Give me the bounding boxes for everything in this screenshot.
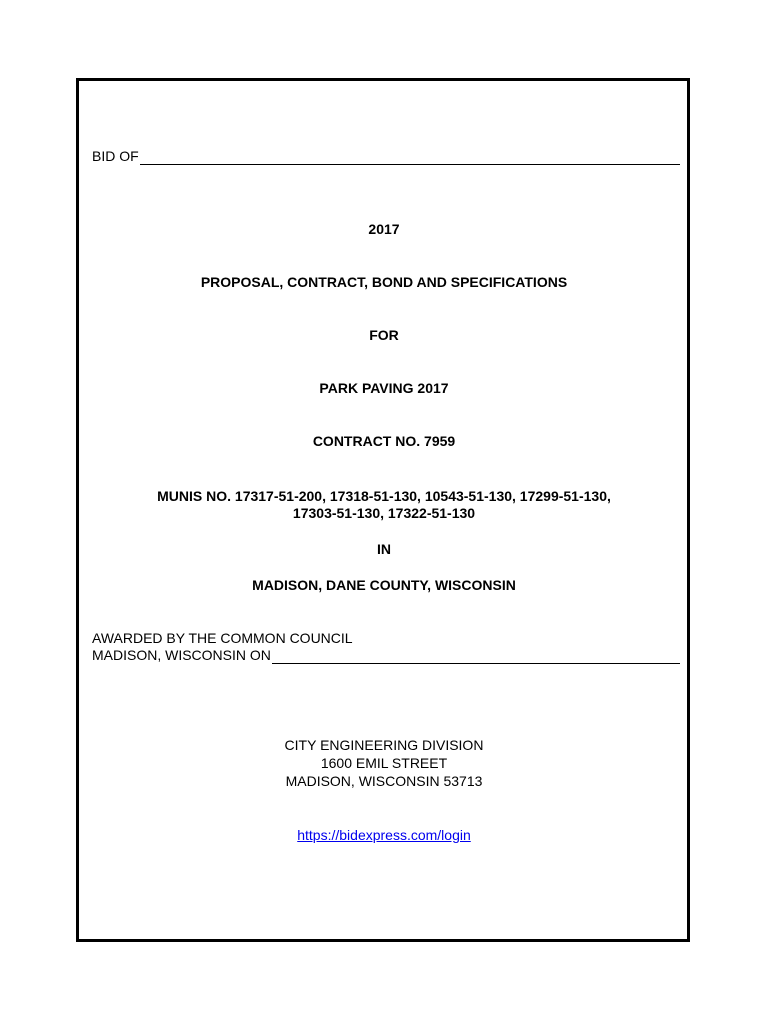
website-link-row	[80, 827, 688, 844]
for-label: FOR	[369, 327, 399, 343]
bid-of-row	[92, 148, 680, 165]
awarded-line-1: AWARDED BY THE COMMON COUNCIL	[92, 630, 353, 646]
bid-of-label: BID OF	[92, 148, 139, 164]
bid-of-blank-line	[140, 149, 680, 165]
munis-numbers-line-2: 17303-51-130, 17322-51-130	[292, 505, 476, 521]
award-date-blank-line	[272, 648, 680, 664]
location: MADISON, DANE COUNTY, WISCONSIN	[252, 577, 516, 593]
project-name: PARK PAVING 2017	[319, 380, 449, 396]
website-link[interactable]: https://bidexpress.com/login	[297, 827, 471, 843]
city-state-zip: MADISON, WISCONSIN 53713	[285, 773, 483, 789]
in-label: IN	[377, 541, 391, 557]
document-heading: PROPOSAL, CONTRACT, BOND AND SPECIFICATIONS	[200, 274, 568, 290]
awarded-line-2-row	[92, 647, 680, 664]
street-address: 1600 EMIL STREET	[320, 755, 448, 771]
awarded-line-2: MADISON, WISCONSIN ON	[92, 647, 271, 663]
division-name: CITY ENGINEERING DIVISION	[284, 737, 484, 753]
munis-numbers-line-1: MUNIS NO. 17317-51-200, 17318-51-130, 10543-51-130, 17299-51-130,	[157, 488, 611, 504]
contract-number: CONTRACT NO. 7959	[312, 433, 456, 449]
document-year: 2017	[368, 221, 400, 237]
awarded-line-1-row	[92, 630, 680, 647]
